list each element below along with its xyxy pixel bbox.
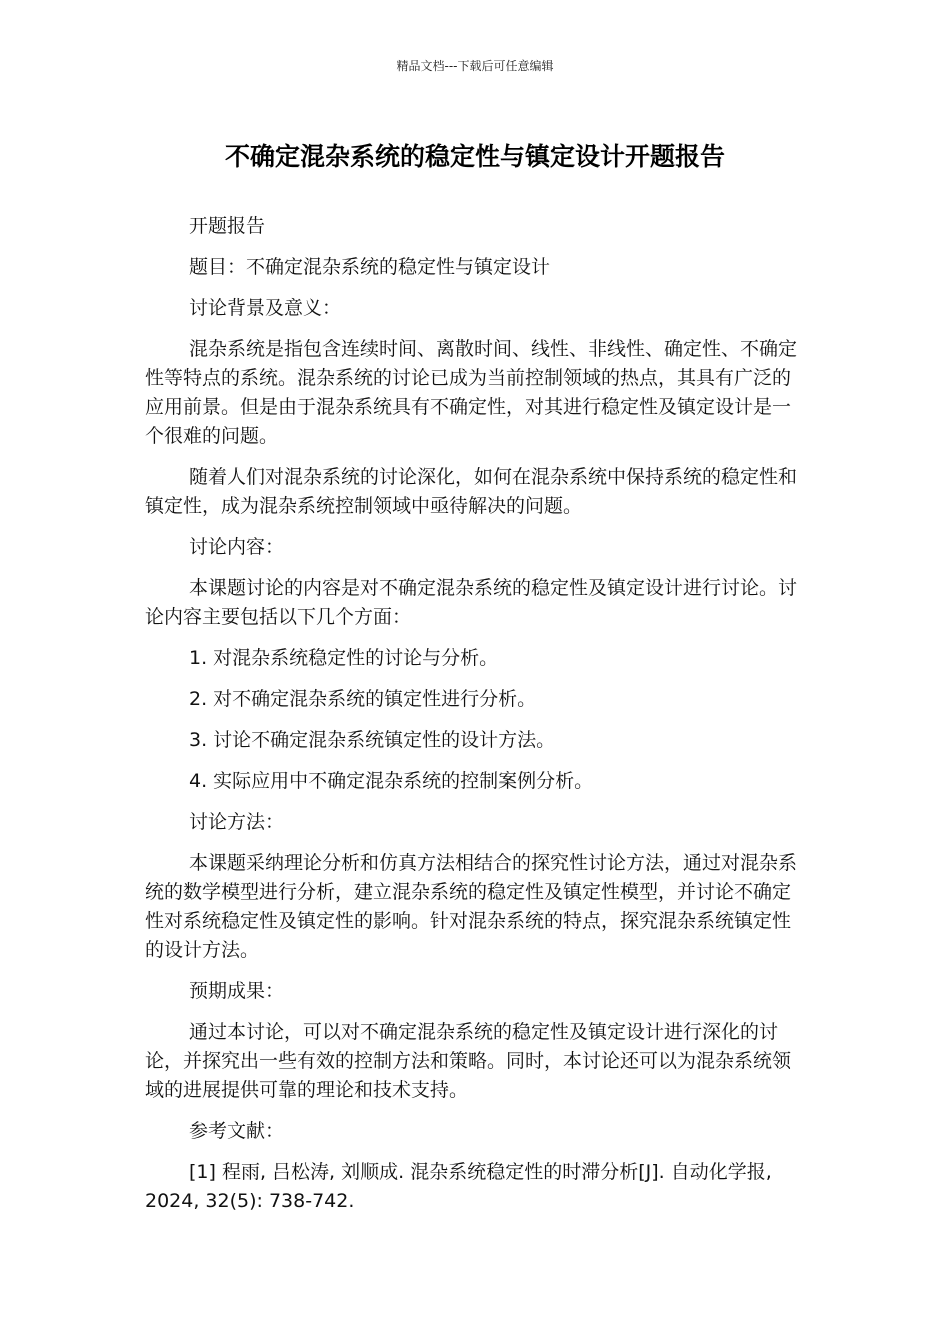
heading-method: 讨论方法：	[189, 811, 285, 833]
heading-expected-results: 预期成果：	[189, 980, 285, 1002]
content-item-4: 4. 实际应用中不确定混杂系统的控制案例分析。	[189, 770, 594, 792]
content-item-2: 2. 对不确定混杂系统的镇定性进行分析。	[189, 688, 537, 710]
content-paragraph: 本课题讨论的内容是对不确定混杂系统的稳定性及镇定设计进行讨论。讨论内容主要包括以下几个方面：	[145, 577, 798, 628]
background-paragraph-1: 混杂系统是指包含连续时间、离散时间、线性、非线性、确定性、不确定性等特点的系统。混杂系统的讨论已成为当前控制领域的热点，其具有广泛的应用前景。但是由于混杂系统具有不确定性，对其进行稳定性及镇定设计是一个很难的问题。	[145, 338, 798, 447]
document-title: 不确定混杂系统的稳定性与镇定设计开题报告	[224, 142, 725, 171]
heading-content: 讨论内容：	[189, 536, 285, 558]
expected-results-paragraph: 通过本讨论，可以对不确定混杂系统的稳定性及镇定设计进行深化的讨论，并探究出一些有效的控制方法和策略。同时，本讨论还可以为混杂系统领域的进展提供可靠的理论和技术支持。	[145, 1021, 792, 1101]
heading-references: 参考文献：	[189, 1120, 285, 1142]
content-item-1: 1. 对混杂系统稳定性的讨论与分析。	[189, 647, 499, 669]
reference-item-1: [1] 程雨, 吕松涛, 刘顺成. 混杂系统稳定性的时滞分析[J]. 自动化学报, 2024, 32(5): 738-742.	[145, 1161, 772, 1212]
background-paragraph-2: 随着人们对混杂系统的讨论深化，如何在混杂系统中保持系统的稳定性和镇定性，成为混杂系统控制领域中亟待解决的问题。	[145, 466, 798, 517]
heading-background: 讨论背景及意义：	[189, 297, 342, 319]
header-note: 精品文档---下载后可任意编辑	[396, 59, 554, 73]
topic-line: 题目：不确定混杂系统的稳定性与镇定设计	[189, 256, 551, 278]
content-item-3: 3. 讨论不确定混杂系统镇定性的设计方法。	[189, 729, 556, 751]
section-label-report: 开题报告	[189, 215, 266, 237]
document-body	[145, 212, 805, 1228]
method-paragraph: 本课题采纳理论分析和仿真方法相结合的探究性讨论方法，通过对混杂系统的数学模型进行分析，建立混杂系统的稳定性及镇定性模型，并讨论不确定性对系统稳定性及镇定性的影响。针对混杂系统的特点，探究混杂系统镇定性的设计方法。	[145, 852, 798, 961]
